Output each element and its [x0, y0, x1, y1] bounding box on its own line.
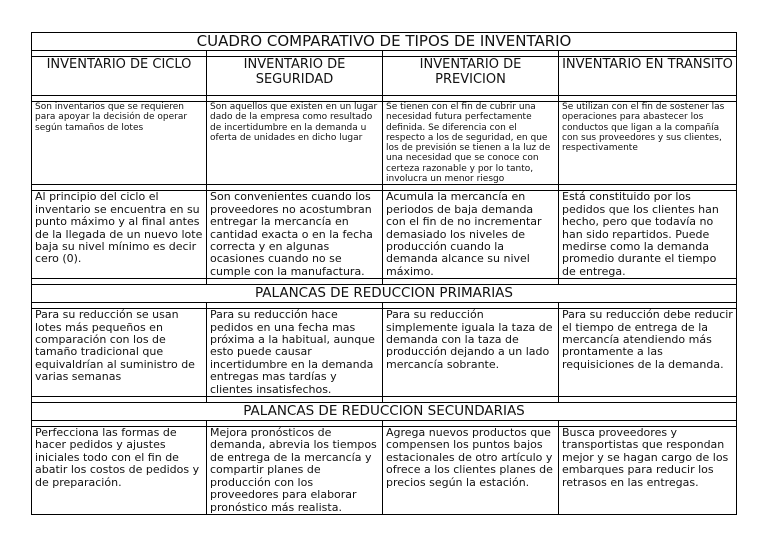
column-header-transito: INVENTARIO EN TRANSITO: [559, 57, 737, 96]
definition-cell-prevision: Se tienen con el fin de cubrir una necesidad futura perfectamente definida. Se diferencia con el respecto a los de seguridad, en que los de previsión se tienen a la luz de una necesidad que se conoce con certeza razonable y por lo tanto, involucra un menor riesgo: [383, 102, 559, 185]
description-cell-ciclo: Al principio del ciclo el inventario se encuentra en su punto máximo y al final antes de la llegada de un nuevo lote baja su nivel mínimo es decir cero (0).: [32, 191, 207, 279]
secondary-section-title: PALANCAS DE REDUCCION SECUNDARIAS: [32, 403, 737, 421]
secondary-cell-ciclo: Perfecciona las formas de hacer pedidos y ajustes iniciales todo con el fin de abatir los costos de pedidos y de preparación.: [32, 427, 207, 515]
description-cell-prevision: Acumula la mercancía en periodos de baja demanda con el fin de no incrementar demasiado los niveles de producción cuando la demanda alcance su nivel máximo.: [383, 191, 559, 279]
description-cell-transito: Está constituido por los pedidos que los clientes han hecho, pero que todavía no han sido repartidos. Puede medirse como la demanda promedio durante el tiempo de entrega.: [559, 191, 737, 279]
primary-cell-prevision: Para su reducción simplemente iguala la taza de demanda con la taza de producción dejando a un lado mercancía sobrante.: [383, 309, 559, 397]
primary-cell-transito: Para su reducción debe reducir el tiempo de entrega de la mercancía atendiendo más prontamente a las requisiciones de la demanda.: [559, 309, 737, 397]
primary-section-row: [32, 285, 737, 303]
secondary-cell-prevision: Agrega nuevos productos que compensen los puntos bajos estacionales de otro artículo y ofrece a los clientes planes de precios según la estación.: [383, 427, 559, 515]
column-header-prevision: INVENTARIO DE PREVICION: [383, 57, 559, 96]
secondary-section-row: [32, 403, 737, 421]
definition-row: [32, 102, 737, 185]
table-title: CUADRO COMPARATIVO DE TIPOS DE INVENTARIO: [32, 33, 737, 51]
column-header-ciclo: INVENTARIO DE CICLO: [32, 57, 207, 96]
definition-cell-transito: Se utilizan con el fin de sostener las operaciones para abastecer los conductos que ligan a la compañía con sus proveedores y sus clientes, respectivamente: [559, 102, 737, 185]
comparison-table: [31, 32, 737, 515]
header-row: [32, 57, 737, 96]
primary-cell-seguridad: Para su reducción hace pedidos en una fecha mas próxima a la habitual, aunque esto puede causar incertidumbre en la demanda entregas mas tardías y clientes insatisfechos.: [207, 309, 383, 397]
column-header-seguridad: INVENTARIO DE SEGURIDAD: [207, 57, 383, 96]
definition-cell-ciclo: Son inventarios que se requieren para apoyar la decisión de operar según tamaños de lotes: [32, 102, 207, 185]
secondary-row: [32, 427, 737, 515]
title-row: [32, 33, 737, 51]
description-cell-seguridad: Son convenientes cuando los proveedores no acostumbran entregar la mercancía en cantidad exacta o en la fecha correcta y en algunas ocasiones cuando no se cumple con la manufactura.: [207, 191, 383, 279]
primary-cell-ciclo: Para su reducción se usan lotes más pequeños en comparación con los de tamaño tradicional que equivaldrían al suministro de varias semanas: [32, 309, 207, 397]
secondary-cell-seguridad: Mejora pronósticos de demanda, abrevia los tiempos de entrega de la mercancía y compartir planes de producción con los proveedores para elaborar pronóstico más realista.: [207, 427, 383, 515]
primary-row: [32, 309, 737, 397]
description-row: [32, 191, 737, 279]
secondary-cell-transito: Busca proveedores y transportistas que respondan mejor y se hagan cargo de los embarques para reducir los retrasos en las entregas.: [559, 427, 737, 515]
primary-section-title: PALANCAS DE REDUCCION PRIMARIAS: [32, 285, 737, 303]
definition-cell-seguridad: Son aquellos que existen en un lugar dado de la empresa como resultado de incertidumbre en la demanda u oferta de unidades en dicho lugar: [207, 102, 383, 185]
